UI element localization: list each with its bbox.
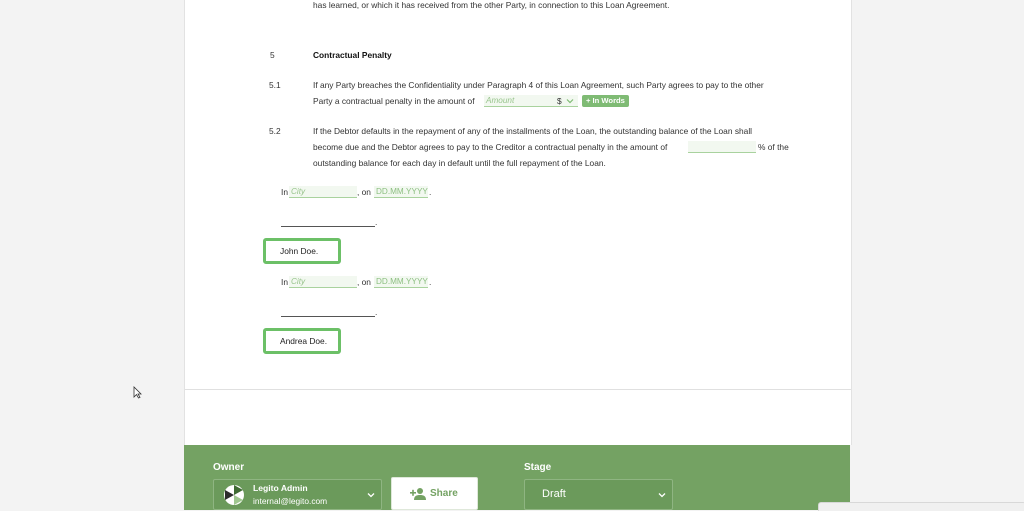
section-number: 5 [270, 50, 275, 60]
stage-value: Draft [542, 488, 566, 500]
on-label: , on [357, 187, 371, 197]
date-field[interactable] [374, 276, 428, 288]
signatory-name-box[interactable] [263, 238, 341, 264]
signatory-name: Andrea Doe. [280, 336, 328, 346]
chevron-down-icon [657, 490, 667, 500]
in-label: In [281, 187, 288, 197]
legito-logo-icon [223, 484, 245, 506]
clause-5-2-line3: outstanding balance for each day in default until the full repayment of the Loan. [313, 158, 606, 168]
stage-label: Stage [524, 462, 552, 473]
intro-text: has learned, or which it has received from the other Party, in connection to this Loan Agreement. [313, 0, 670, 10]
city-placeholder: City [291, 187, 306, 196]
signatory-name: John Doe. [280, 246, 319, 256]
currency-symbol: $ [557, 96, 562, 106]
clause-number-5-1: 5.1 [269, 80, 281, 90]
currency-chevron-down-icon[interactable] [565, 95, 575, 107]
clause-5-2-line1: If the Debtor defaults in the repayment of any of the installments of the Loan, the outstanding balance of the Loan shall [313, 126, 753, 136]
in-words-button[interactable]: + In Words [582, 95, 629, 107]
date-field[interactable] [374, 186, 428, 198]
owner-name: Legito Admin [253, 483, 308, 493]
date-placeholder: DD.MM.YYYY [376, 187, 428, 196]
owner-label: Owner [213, 462, 245, 473]
document-footer-bar [184, 445, 850, 510]
date-period: . [429, 187, 432, 197]
share-button[interactable] [391, 477, 478, 510]
signature-line-end: . [375, 217, 378, 227]
add-person-icon [410, 487, 426, 501]
share-label: Share [430, 488, 458, 499]
mouse-pointer-icon [133, 386, 142, 399]
date-period: . [429, 277, 432, 287]
clause-5-2-line2: become due and the Debtor agrees to pay to the Creditor a contractual penalty in the amount of [313, 142, 668, 152]
in-label: In [281, 277, 288, 287]
signature-line [281, 226, 375, 227]
clause-number-5-2: 5.2 [269, 126, 281, 136]
signature-line-end: . [375, 307, 378, 317]
date-placeholder: DD.MM.YYYY [376, 277, 428, 286]
owner-email: internal@legito.com [253, 496, 328, 506]
amount-field[interactable] [484, 95, 578, 107]
clause-5-1-line2: Party a contractual penalty in the amount of [313, 96, 475, 106]
owner-select[interactable] [213, 479, 382, 510]
signatory-name-box[interactable] [263, 328, 341, 354]
percent-field[interactable] [688, 141, 756, 153]
clause-5-1-line1: If any Party breaches the Confidentiality under Paragraph 4 of this Loan Agreement, such Party agrees to pay to the other [313, 80, 764, 90]
clause-5-2-line2-suffix: % of the [758, 142, 789, 152]
page-divider [185, 389, 851, 390]
city-field[interactable] [289, 186, 357, 198]
on-label: , on [357, 277, 371, 287]
stage-select[interactable] [524, 479, 673, 510]
city-field[interactable] [289, 276, 357, 288]
document-page [184, 0, 852, 445]
city-placeholder: City [291, 277, 306, 286]
amount-placeholder: Amount [486, 96, 515, 105]
chevron-down-icon [366, 490, 376, 500]
signature-line [281, 316, 375, 317]
section-title: Contractual Penalty [313, 50, 392, 60]
